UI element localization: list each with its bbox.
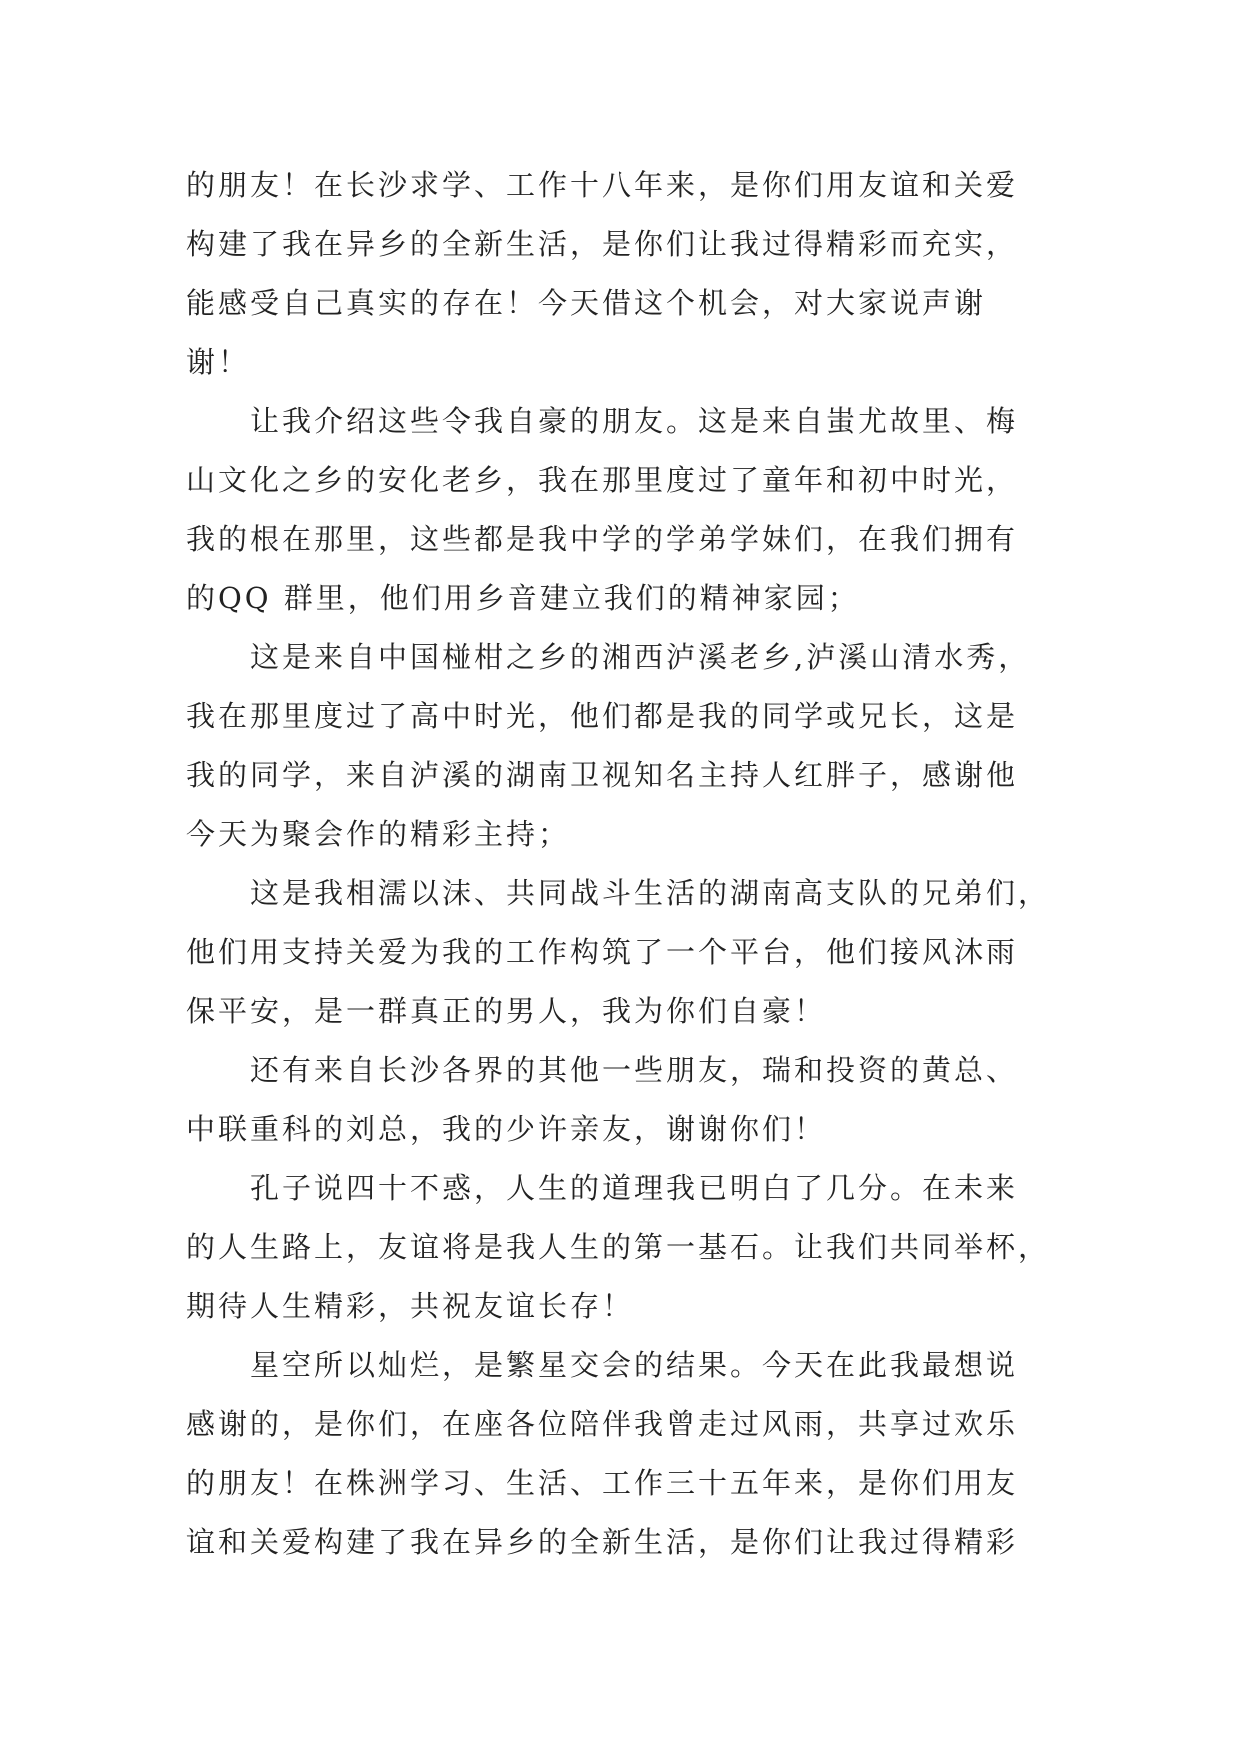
text-line: 的朋友！在株洲学习、生活、工作三十五年来，是你们用友 (186, 1466, 1019, 1500)
paragraph-first-line: 孔子说四十不惑，人生的道理我已明白了几分。在未来 (250, 1171, 1019, 1205)
text-line: 谢！ (186, 345, 251, 379)
text-line: 他们用支持关爱为我的工作构筑了一个平台，他们接风沐雨 (186, 935, 1019, 969)
text-line: 能感受自己真实的存在！今天借这个机会，对大家说声谢 (186, 286, 987, 320)
text-line: 的QQ 群里，他们用乡音建立我们的精神家园； (186, 581, 860, 615)
paragraph-first-line: 这是我相濡以沫、共同战斗生活的湖南高支队的兄弟们， (250, 876, 1051, 910)
text-line: 我在那里度过了高中时光，他们都是我的同学或兄长，这是 (186, 699, 1019, 733)
paragraph-first-line: 星空所以灿烂，是繁星交会的结果。今天在此我最想说 (250, 1348, 1019, 1382)
text-line: 中联重科的刘总，我的少许亲友，谢谢你们！ (186, 1112, 827, 1146)
text-line: 感谢的，是你们，在座各位陪伴我曾走过风雨，共享过欢乐 (186, 1407, 1019, 1441)
text-line: 的人生路上，友谊将是我人生的第一基石。让我们共同举杯， (186, 1230, 1051, 1264)
text-line: 的朋友！在长沙求学、工作十八年来，是你们用友谊和关爱 (186, 168, 1019, 202)
paragraph-first-line: 还有来自长沙各界的其他一些朋友，瑞和投资的黄总、 (250, 1053, 1019, 1087)
text-line: 期待人生精彩，共祝友谊长存！ (186, 1289, 635, 1323)
text-line: 谊和关爱构建了我在异乡的全新生活，是你们让我过得精彩 (186, 1525, 1019, 1559)
text-line: 山文化之乡的安化老乡，我在那里度过了童年和初中时光， (186, 463, 1019, 497)
text-line: 我的同学，来自泸溪的湖南卫视知名主持人红胖子，感谢他 (186, 758, 1019, 792)
paragraph-first-line: 让我介绍这些令我自豪的朋友。这是来自蚩尤故里、梅 (250, 404, 1019, 438)
text-line: 保平安，是一群真正的男人，我为你们自豪！ (186, 994, 827, 1028)
text-line: 我的根在那里，这些都是我中学的学弟学妹们，在我们拥有 (186, 522, 1019, 556)
text-line: 构建了我在异乡的全新生活，是你们让我过得精彩而充实， (186, 227, 1019, 261)
body-text (186, 156, 1056, 1572)
paragraph-first-line: 这是来自中国椪柑之乡的湘西泸溪老乡,泸溪山清水秀， (250, 640, 1031, 674)
text-line: 今天为聚会作的精彩主持； (186, 817, 571, 851)
